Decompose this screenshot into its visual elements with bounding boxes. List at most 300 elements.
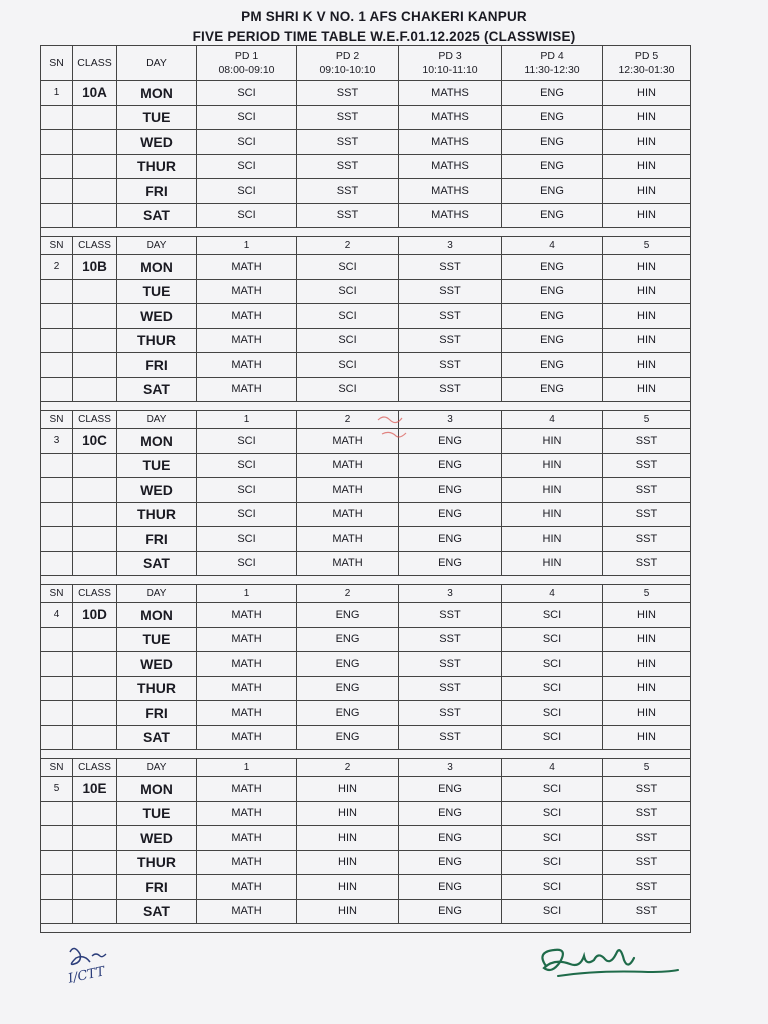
row-class-empty: [73, 377, 117, 402]
signature-left-note: I/CTT: [66, 964, 107, 987]
period-time: 08:00-09:10: [218, 64, 275, 76]
row-class-empty: [73, 676, 117, 701]
signature-right: [528, 936, 688, 996]
subject-cell: MATH: [197, 777, 297, 802]
row-sn: 4: [41, 603, 73, 628]
header-day: DAY: [117, 237, 197, 255]
subject-cell: ENG: [502, 81, 603, 106]
row-day: FRI: [117, 701, 197, 726]
subject-cell: SST: [399, 377, 502, 402]
subject-cell: SST: [603, 801, 691, 826]
subject-cell: MATH: [197, 353, 297, 378]
header-period-number: 3: [399, 759, 502, 777]
subject-cell: HIN: [603, 255, 691, 280]
row-day: FRI: [117, 353, 197, 378]
subject-cell: HIN: [603, 179, 691, 204]
row-day: MON: [117, 255, 197, 280]
header-period-number: 5: [603, 759, 691, 777]
subject-cell: MATH: [197, 603, 297, 628]
subject-cell: HIN: [603, 676, 691, 701]
subject-cell: MATH: [297, 478, 399, 503]
subject-cell: ENG: [399, 850, 502, 875]
subject-cell: SST: [297, 81, 399, 106]
subject-cell: SST: [297, 203, 399, 228]
header-period-number: 2: [297, 411, 399, 429]
row-class-empty: [73, 527, 117, 552]
row-sn-empty: [41, 701, 73, 726]
subject-cell: MATH: [197, 850, 297, 875]
subject-cell: ENG: [502, 328, 603, 353]
subject-cell: HIN: [502, 478, 603, 503]
table-end-row: [41, 924, 691, 933]
subject-cell: MATH: [197, 652, 297, 677]
row-day: FRI: [117, 179, 197, 204]
subject-cell: SCI: [197, 453, 297, 478]
subject-cell: SCI: [297, 255, 399, 280]
subject-cell: MATH: [197, 676, 297, 701]
header-period-2: [297, 46, 399, 81]
subject-cell: SST: [297, 105, 399, 130]
row-day: WED: [117, 304, 197, 329]
row-class-empty: [73, 875, 117, 900]
subject-cell: SCI: [197, 527, 297, 552]
table-row: [41, 725, 691, 750]
row-class: 10B: [73, 255, 117, 280]
subject-cell: SCI: [297, 353, 399, 378]
header-period-number: 4: [502, 585, 603, 603]
subject-cell: SST: [603, 527, 691, 552]
header-period-number: 4: [502, 759, 603, 777]
subject-cell: ENG: [399, 527, 502, 552]
subject-cell: MATH: [197, 377, 297, 402]
period-label: PD 5: [634, 50, 659, 62]
row-sn: 2: [41, 255, 73, 280]
row-sn-empty: [41, 850, 73, 875]
section-header-row: [41, 237, 691, 255]
table-row: [41, 627, 691, 652]
row-sn: 3: [41, 429, 73, 454]
header-class: CLASS: [73, 237, 117, 255]
row-sn-empty: [41, 453, 73, 478]
header-period-number: 2: [297, 759, 399, 777]
subject-cell: SCI: [197, 478, 297, 503]
row-day: SAT: [117, 899, 197, 924]
subject-cell: SCI: [197, 429, 297, 454]
subject-cell: HIN: [297, 777, 399, 802]
subject-cell: HIN: [502, 551, 603, 576]
row-class-empty: [73, 701, 117, 726]
table-row: [41, 279, 691, 304]
subject-cell: SCI: [197, 105, 297, 130]
subject-cell: SST: [399, 255, 502, 280]
subject-cell: SST: [603, 453, 691, 478]
row-day: MON: [117, 777, 197, 802]
header-period-number: 3: [399, 585, 502, 603]
subject-cell: SST: [603, 777, 691, 802]
row-class-empty: [73, 203, 117, 228]
subject-cell: ENG: [399, 826, 502, 851]
row-sn-empty: [41, 105, 73, 130]
subject-cell: MATH: [197, 899, 297, 924]
subject-cell: ENG: [399, 875, 502, 900]
row-sn-empty: [41, 304, 73, 329]
subject-cell: ENG: [399, 502, 502, 527]
subject-cell: SST: [603, 478, 691, 503]
subject-cell: HIN: [603, 328, 691, 353]
row-day: MON: [117, 603, 197, 628]
section-gap: [41, 576, 691, 585]
row-day: WED: [117, 478, 197, 503]
subject-cell: ENG: [297, 701, 399, 726]
row-sn-empty: [41, 502, 73, 527]
subject-cell: ENG: [502, 154, 603, 179]
header-period-number: 3: [399, 237, 502, 255]
table-row: [41, 850, 691, 875]
subject-cell: SST: [603, 826, 691, 851]
subject-cell: MATHS: [399, 130, 502, 155]
row-sn-empty: [41, 154, 73, 179]
row-class-empty: [73, 652, 117, 677]
row-sn-empty: [41, 279, 73, 304]
subject-cell: ENG: [297, 627, 399, 652]
subject-cell: HIN: [502, 527, 603, 552]
subject-cell: HIN: [603, 353, 691, 378]
row-day: WED: [117, 826, 197, 851]
subject-cell: SST: [399, 652, 502, 677]
subject-cell: ENG: [502, 203, 603, 228]
subject-cell: MATH: [197, 304, 297, 329]
section-gap-row: [41, 228, 691, 237]
subject-cell: SST: [399, 627, 502, 652]
row-sn-empty: [41, 328, 73, 353]
table-end: [41, 924, 691, 933]
row-class-empty: [73, 627, 117, 652]
row-sn-empty: [41, 676, 73, 701]
table-row: [41, 255, 691, 280]
header-sn: SN: [41, 585, 73, 603]
section-header-row: [41, 46, 691, 81]
section-header-row: [41, 585, 691, 603]
row-day: THUR: [117, 502, 197, 527]
subject-cell: SST: [399, 279, 502, 304]
table-row: [41, 875, 691, 900]
row-class-empty: [73, 551, 117, 576]
row-sn: 1: [41, 81, 73, 106]
row-day: TUE: [117, 627, 197, 652]
subject-cell: ENG: [502, 105, 603, 130]
period-time: 09:10-10:10: [319, 64, 376, 76]
period-time: 10:10-11:10: [422, 64, 478, 76]
row-class: 10E: [73, 777, 117, 802]
row-day: TUE: [117, 453, 197, 478]
period-time: 11:30-12:30: [524, 64, 580, 76]
subject-cell: MATHS: [399, 179, 502, 204]
subject-cell: HIN: [603, 203, 691, 228]
row-day: THUR: [117, 154, 197, 179]
header-period-number: 1: [197, 237, 297, 255]
row-sn-empty: [41, 725, 73, 750]
subject-cell: SCI: [297, 304, 399, 329]
row-class: 10A: [73, 81, 117, 106]
table-row: [41, 502, 691, 527]
subject-cell: HIN: [603, 701, 691, 726]
row-class-empty: [73, 725, 117, 750]
subject-cell: ENG: [502, 353, 603, 378]
row-sn-empty: [41, 527, 73, 552]
subject-cell: MATH: [197, 255, 297, 280]
row-sn-empty: [41, 801, 73, 826]
subject-cell: SST: [603, 899, 691, 924]
subject-cell: MATH: [297, 429, 399, 454]
row-class-empty: [73, 105, 117, 130]
header-class: CLASS: [73, 46, 117, 81]
subject-cell: MATH: [197, 725, 297, 750]
header-period-number: 5: [603, 585, 691, 603]
period-label: PD 1: [234, 50, 259, 62]
row-day: MON: [117, 429, 197, 454]
subject-cell: SCI: [197, 81, 297, 106]
row-day: THUR: [117, 328, 197, 353]
subject-cell: SCI: [297, 279, 399, 304]
table-row: [41, 304, 691, 329]
stamp-mark: [372, 408, 432, 444]
table-row: [41, 551, 691, 576]
subject-cell: MATH: [197, 801, 297, 826]
row-sn-empty: [41, 551, 73, 576]
subject-cell: SST: [399, 328, 502, 353]
row-day: TUE: [117, 801, 197, 826]
subject-cell: ENG: [399, 801, 502, 826]
subject-cell: SCI: [197, 179, 297, 204]
header-sn: SN: [41, 411, 73, 429]
subject-cell: HIN: [603, 627, 691, 652]
subject-cell: HIN: [297, 875, 399, 900]
header-day: DAY: [117, 46, 197, 81]
subject-cell: SCI: [502, 652, 603, 677]
row-sn-empty: [41, 875, 73, 900]
subject-cell: SCI: [502, 826, 603, 851]
table-row: [41, 603, 691, 628]
row-class-empty: [73, 279, 117, 304]
subject-cell: SCI: [502, 850, 603, 875]
row-sn-empty: [41, 377, 73, 402]
subject-cell: SST: [399, 353, 502, 378]
subject-cell: ENG: [297, 603, 399, 628]
subject-cell: ENG: [399, 551, 502, 576]
row-day: SAT: [117, 725, 197, 750]
subject-cell: SST: [603, 502, 691, 527]
header-sn: SN: [41, 46, 73, 81]
subject-cell: HIN: [502, 502, 603, 527]
subject-cell: SST: [603, 551, 691, 576]
period-label: PD 3: [438, 50, 462, 62]
row-sn-empty: [41, 130, 73, 155]
subject-cell: HIN: [603, 130, 691, 155]
subject-cell: HIN: [603, 304, 691, 329]
subject-cell: SCI: [197, 502, 297, 527]
row-day: SAT: [117, 551, 197, 576]
subject-cell: SST: [399, 304, 502, 329]
subject-cell: ENG: [502, 377, 603, 402]
row-class-empty: [73, 130, 117, 155]
subject-cell: MATH: [197, 701, 297, 726]
header-period-number: 1: [197, 411, 297, 429]
subject-cell: HIN: [502, 453, 603, 478]
period-label: PD 2: [335, 50, 360, 62]
header-period-1: [197, 46, 297, 81]
header-period-number: 1: [197, 585, 297, 603]
subject-cell: HIN: [603, 154, 691, 179]
subject-cell: SST: [399, 701, 502, 726]
subject-cell: MATH: [297, 551, 399, 576]
subject-cell: SCI: [502, 676, 603, 701]
row-day: SAT: [117, 377, 197, 402]
row-class-empty: [73, 478, 117, 503]
row-day: THUR: [117, 850, 197, 875]
signature-left: [50, 938, 130, 998]
subject-cell: SCI: [502, 801, 603, 826]
subject-cell: MATHS: [399, 105, 502, 130]
subject-cell: SCI: [297, 377, 399, 402]
subject-cell: MATH: [297, 502, 399, 527]
subject-cell: ENG: [399, 478, 502, 503]
table-row: [41, 328, 691, 353]
subject-cell: SST: [603, 875, 691, 900]
subject-cell: SST: [603, 429, 691, 454]
table-row: [41, 453, 691, 478]
row-class-empty: [73, 850, 117, 875]
table-row: [41, 826, 691, 851]
table-row: [41, 527, 691, 552]
subject-cell: SCI: [502, 899, 603, 924]
table-row: [41, 429, 691, 454]
subject-cell: ENG: [297, 652, 399, 677]
subject-cell: HIN: [502, 429, 603, 454]
row-day: FRI: [117, 527, 197, 552]
table-row: [41, 899, 691, 924]
table-row: [41, 130, 691, 155]
timetable: [40, 45, 691, 933]
subject-cell: ENG: [297, 676, 399, 701]
table-row: [41, 353, 691, 378]
header-period-number: 1: [197, 759, 297, 777]
row-day: TUE: [117, 279, 197, 304]
subject-cell: HIN: [297, 826, 399, 851]
subject-cell: SST: [297, 154, 399, 179]
header-period-5: [603, 46, 691, 81]
subject-cell: SST: [603, 850, 691, 875]
subject-cell: ENG: [502, 255, 603, 280]
row-day: WED: [117, 130, 197, 155]
header-day: DAY: [117, 585, 197, 603]
header-period-number: 3: [399, 411, 502, 429]
header-period-number: 2: [297, 237, 399, 255]
subject-cell: HIN: [297, 801, 399, 826]
subject-cell: MATHS: [399, 81, 502, 106]
row-day: THUR: [117, 676, 197, 701]
subject-cell: MATH: [197, 875, 297, 900]
row-sn-empty: [41, 899, 73, 924]
header-class: CLASS: [73, 411, 117, 429]
row-day: WED: [117, 652, 197, 677]
row-class-empty: [73, 328, 117, 353]
section-gap-row: [41, 402, 691, 411]
period-time: 12:30-01:30: [618, 64, 675, 76]
subject-cell: SST: [399, 676, 502, 701]
subject-cell: SCI: [502, 701, 603, 726]
header-period-number: 2: [297, 585, 399, 603]
table-row: [41, 478, 691, 503]
subject-cell: ENG: [399, 453, 502, 478]
subject-cell: SCI: [197, 551, 297, 576]
subject-cell: SCI: [197, 154, 297, 179]
subject-cell: ENG: [297, 725, 399, 750]
row-class-empty: [73, 826, 117, 851]
row-sn-empty: [41, 652, 73, 677]
subject-cell: SCI: [197, 203, 297, 228]
subject-cell: MATH: [197, 279, 297, 304]
row-class-empty: [73, 453, 117, 478]
row-sn-empty: [41, 627, 73, 652]
subject-cell: MATHS: [399, 154, 502, 179]
subject-cell: SST: [399, 725, 502, 750]
row-class-empty: [73, 304, 117, 329]
table-row: [41, 652, 691, 677]
row-class-empty: [73, 154, 117, 179]
row-sn-empty: [41, 353, 73, 378]
table-row: [41, 179, 691, 204]
section-gap: [41, 228, 691, 237]
subject-cell: MATHS: [399, 203, 502, 228]
subject-cell: ENG: [502, 279, 603, 304]
row-day: FRI: [117, 875, 197, 900]
subject-cell: HIN: [603, 279, 691, 304]
subject-cell: MATH: [297, 453, 399, 478]
row-day: MON: [117, 81, 197, 106]
section-gap-row: [41, 576, 691, 585]
section-gap-row: [41, 750, 691, 759]
subject-cell: ENG: [502, 130, 603, 155]
subject-cell: HIN: [297, 850, 399, 875]
row-class: 10C: [73, 429, 117, 454]
table-row: [41, 81, 691, 106]
header-sn: SN: [41, 759, 73, 777]
header-class: CLASS: [73, 759, 117, 777]
subject-cell: SCI: [502, 875, 603, 900]
header-period-number: 4: [502, 411, 603, 429]
subject-cell: SST: [297, 179, 399, 204]
header-day: DAY: [117, 411, 197, 429]
table-row: [41, 105, 691, 130]
timetable-title: FIVE PERIOD TIME TABLE W.E.F.01.12.2025 (CLASSWISE): [192, 29, 576, 44]
subject-cell: MATH: [197, 826, 297, 851]
row-class-empty: [73, 179, 117, 204]
header-period-number: 4: [502, 237, 603, 255]
row-sn-empty: [41, 478, 73, 503]
subject-cell: SST: [399, 603, 502, 628]
subject-cell: MATH: [297, 527, 399, 552]
table-row: [41, 154, 691, 179]
table-row: [41, 676, 691, 701]
school-name: PM SHRI K V NO. 1 AFS CHAKERI KANPUR: [241, 9, 527, 24]
period-label: PD 4: [540, 50, 564, 62]
subject-cell: HIN: [603, 603, 691, 628]
table-row: [41, 801, 691, 826]
header-sn: SN: [41, 237, 73, 255]
row-class: 10D: [73, 603, 117, 628]
table-row: [41, 203, 691, 228]
header-class: CLASS: [73, 585, 117, 603]
